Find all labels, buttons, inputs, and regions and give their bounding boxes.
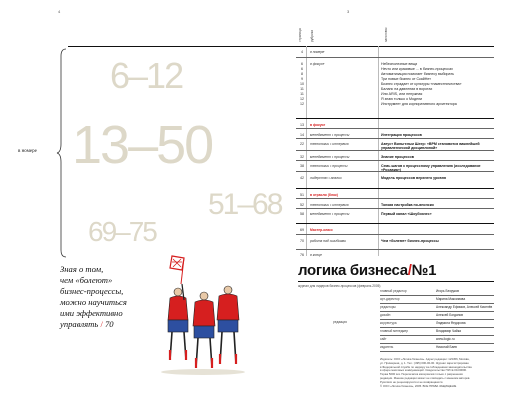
toc-title: Инструмент для корпоративного архитектора bbox=[381, 102, 457, 106]
quote-line: чем «болеют» bbox=[60, 275, 113, 285]
toc-page-number: 32 bbox=[300, 155, 304, 159]
row-rule bbox=[296, 249, 494, 250]
toc-page-number: 51 bbox=[300, 193, 304, 197]
staff-rule bbox=[380, 327, 494, 328]
column-divider bbox=[378, 46, 379, 256]
big-range-3: 51–68 bbox=[208, 188, 282, 221]
toc-page-number: 22 bbox=[300, 142, 304, 146]
toc-rubric: технологии • процессы bbox=[310, 164, 348, 168]
toc-page-number: 42 bbox=[300, 176, 304, 180]
toc-rubric: менеджмент • процессы bbox=[310, 155, 350, 159]
page-number-left: 4 bbox=[58, 9, 61, 14]
staff-rule bbox=[380, 335, 494, 336]
staff-name: Людмила Федорова bbox=[436, 321, 466, 325]
section-rule bbox=[296, 223, 494, 224]
toc-page-number: 6 bbox=[301, 67, 303, 71]
toc-rubric: работа над ошибками bbox=[310, 239, 346, 243]
toc-title: Чем «болеют» бизнес-процессы bbox=[381, 239, 439, 243]
section-rule bbox=[296, 118, 494, 119]
toc-title: Первый канал «Шоубизнес» bbox=[381, 212, 432, 216]
staff-name: Владимир Чайка bbox=[436, 329, 461, 333]
row-rule bbox=[296, 57, 494, 58]
imprint-line: Тираж 5000 экз. Перепечатка материалов только с разрешения bbox=[380, 372, 463, 377]
staff-rule bbox=[380, 311, 494, 312]
imprint-line: © ООО «Логика бизнеса», 2005. ВСЕ ПРАВА ЗАЩИЩЕНЫ. bbox=[380, 383, 458, 388]
toc-title: Август Вильгельм Шеер: «BPM становится важнейшей управленческой дисциплиной» bbox=[381, 142, 480, 151]
toc-rubric: в отрасли (блок) bbox=[310, 193, 338, 197]
in-issue-label: в номере bbox=[18, 149, 37, 154]
staff-rule bbox=[380, 295, 494, 296]
page-number-right: 3 bbox=[347, 9, 350, 14]
toc-title: Или ARIS, или ненужная bbox=[381, 92, 423, 96]
staff-rule bbox=[380, 319, 494, 320]
big-range-1: 6–12 bbox=[110, 55, 183, 96]
toc-title: Баланс на давлении в воротах bbox=[381, 87, 433, 91]
staff-rule bbox=[380, 351, 494, 352]
staff-role: арт-директор bbox=[380, 297, 400, 301]
magazine-subtitle: журнал для лидеров бизнес-процессов (февраль 2005) bbox=[298, 284, 381, 288]
toc-title: Семь шагов к процессному управлению (исследование «Росавиа») bbox=[381, 164, 481, 173]
row-rule bbox=[296, 160, 494, 161]
row-rule bbox=[296, 234, 494, 235]
issue-number: №1 bbox=[411, 262, 437, 279]
staff-name: Игорь Безруков bbox=[436, 289, 459, 293]
toc-page-number: 70 bbox=[300, 239, 304, 243]
staff-role: издатель bbox=[380, 345, 394, 349]
imprint-line: Издатель: ООО «Логика бизнеса». Адрес редакции: 123456, Москва, bbox=[380, 357, 470, 361]
quote-line: можно научиться bbox=[60, 297, 127, 307]
col-header-title: заголовок bbox=[384, 27, 388, 42]
staff-rule bbox=[380, 303, 494, 304]
toc-rubric: Мастер-класс bbox=[310, 228, 333, 232]
toc-title: Автоматизация помогает бизнесу выбирать bbox=[381, 72, 454, 76]
toc-title: Модель процессов верхнего уровня bbox=[381, 176, 446, 180]
quote-line: Зная о том, bbox=[60, 264, 104, 274]
toc-page-number: 69 bbox=[300, 228, 304, 232]
toc-page-number: 11 bbox=[300, 87, 304, 91]
imprint-block bbox=[380, 358, 472, 388]
row-rule bbox=[296, 128, 494, 129]
quote-page-ref: 70 bbox=[105, 319, 114, 329]
toc-page-number: 9 bbox=[301, 77, 303, 81]
staff-role: главный менеджер bbox=[380, 329, 409, 333]
toc-rubric: технологии • интервью bbox=[310, 203, 349, 207]
toc-rubric: в конце bbox=[310, 253, 322, 257]
toc-rubric: технологии • интервью bbox=[310, 142, 349, 146]
toc-rubric: менеджмент • процессы bbox=[310, 212, 350, 216]
staff-rule bbox=[380, 343, 494, 344]
toc-page-number: 4 bbox=[301, 50, 303, 54]
quote-slash: / bbox=[100, 319, 103, 329]
toc-title: Бизнес страдает от культуры «наместничества» bbox=[381, 82, 462, 86]
football-players-illustration bbox=[148, 250, 248, 385]
row-rule bbox=[296, 198, 494, 199]
imprint-line: в Федеральной службе по надзору за соблюдением законодательства bbox=[380, 364, 472, 369]
staff-role: сайт bbox=[380, 337, 387, 341]
imprint-line: ул. Примерная, д. 1. Тел.: (495) 000-00-00. Журнал зарегистрирован bbox=[380, 360, 469, 365]
big-range-2: 13–50 bbox=[72, 115, 213, 175]
title-slash: / bbox=[407, 262, 412, 279]
bracket-shape bbox=[56, 48, 68, 258]
staff-name: Алексей Богданов bbox=[436, 313, 463, 317]
toc-title: Интеграция процессов bbox=[381, 133, 422, 137]
magazine-title bbox=[298, 262, 436, 279]
toc-page-number: 11 bbox=[300, 92, 304, 96]
toc-rubric: в фокусе bbox=[310, 62, 325, 66]
col-header-rubric: рубрика bbox=[310, 30, 314, 42]
staff-name: Александр Ефимов, Алексей Киселёв bbox=[436, 305, 493, 309]
quote-line: бизнес-процессы, bbox=[60, 286, 124, 296]
toc-page-number: 58 bbox=[300, 212, 304, 216]
toc-title: Я знаю только о Модели bbox=[381, 97, 423, 101]
toc-page-number: 14 bbox=[300, 133, 304, 137]
editorial-label: редакция bbox=[333, 320, 347, 324]
quote-line: ими эффективно bbox=[60, 308, 123, 318]
toc-page-number: 38 bbox=[300, 164, 304, 168]
toc-page-number: 52 bbox=[300, 203, 304, 207]
toc-page-number: 12 bbox=[300, 97, 304, 101]
toc-rubric: в фокусе bbox=[310, 123, 326, 127]
big-range-4: 69–75 bbox=[88, 216, 156, 247]
col-header-page: страница bbox=[298, 28, 302, 42]
staff-name: www.ilogic.ru bbox=[436, 337, 455, 341]
staff-name: Николай Баев bbox=[436, 345, 457, 349]
imprint-line: редакции. Мнение редакции может не совпадать с мнением авторов. bbox=[380, 375, 471, 380]
quote-line: управлять bbox=[60, 319, 99, 329]
staff-name: Марина Максимова bbox=[436, 297, 466, 301]
row-rule bbox=[296, 138, 494, 139]
pull-quote bbox=[60, 264, 127, 330]
toc-title: Тонкая настройка по-японски bbox=[381, 203, 434, 207]
imprint-line: Рукописи не рецензируются и не возвращаются. bbox=[380, 379, 444, 384]
toc-page-number: 10 bbox=[300, 82, 304, 86]
quote-last-line bbox=[60, 319, 127, 330]
toc-rubric: лидерство • анализ bbox=[310, 176, 342, 180]
toc-page-number: 76 bbox=[300, 253, 304, 257]
section-rule bbox=[296, 188, 494, 189]
imprint-line: в сфере массовых коммуникаций. Свидетельство ПИ № 00-00000. bbox=[380, 368, 467, 373]
staff-role: главный редактор bbox=[380, 289, 407, 293]
toc-page-number: 13 bbox=[300, 123, 304, 127]
toc-rubric: менеджмент • процессы bbox=[310, 133, 350, 137]
masthead-rule bbox=[298, 281, 494, 282]
magazine-name: логика бизнеса bbox=[298, 262, 408, 279]
staff-role: редакторы bbox=[380, 305, 396, 309]
staff-role: дизайн bbox=[380, 313, 391, 317]
toc-title: Нечто или красивые ... в бизнес-процессах bbox=[381, 67, 453, 71]
toc-page-number: 12 bbox=[300, 102, 304, 106]
toc-rubric: в номере bbox=[310, 50, 325, 54]
row-rule bbox=[296, 208, 494, 209]
toc-page-number: 8 bbox=[301, 72, 303, 76]
staff-role: корректура bbox=[380, 321, 397, 325]
top-rule bbox=[68, 46, 494, 47]
toc-title: Три новые бизнес от СкайНет bbox=[381, 77, 431, 81]
toc-page-number: 6 bbox=[301, 62, 303, 66]
toc-title: Небесполезные вещи bbox=[381, 62, 418, 66]
toc-title: Знание процессов bbox=[381, 155, 414, 159]
